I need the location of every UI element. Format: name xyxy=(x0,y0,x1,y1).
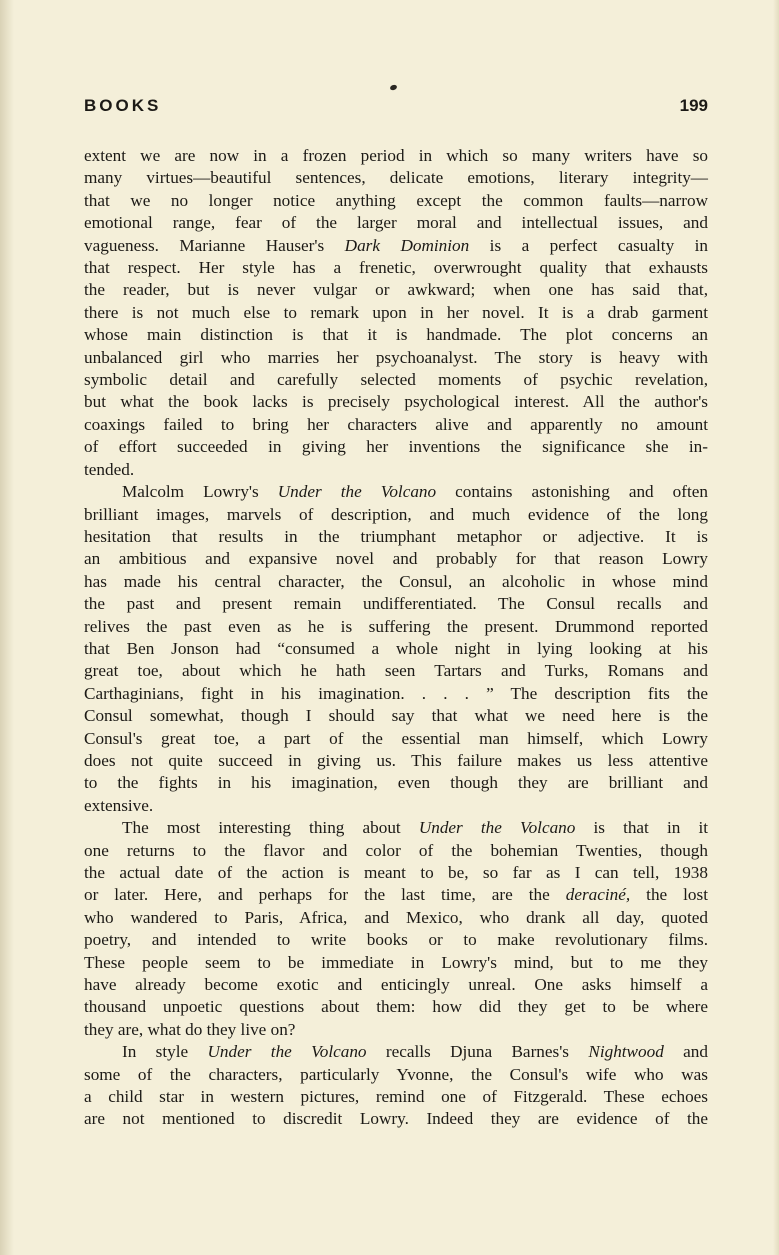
text-line xyxy=(84,862,708,884)
italic-title: deraciné, xyxy=(565,885,631,905)
text-line xyxy=(84,414,708,436)
text-line xyxy=(84,750,708,772)
text-run: emotional range, fear of the larger moral and intellectual issues, and xyxy=(84,213,708,233)
text-run: that Ben Jonson had “consumed a whole night in lying looking at his xyxy=(84,638,708,658)
text-run: Consul's great toe, a part of the essential man himself, which Lowry xyxy=(84,728,708,748)
text-run: the past and present remain undifferentiated. The Consul recalls and xyxy=(84,594,708,614)
text-run: symbolic detail and carefully selected moments of psychic revelation, xyxy=(84,370,708,390)
text-run: brilliant images, marvels of description, and much evidence of the long xyxy=(84,504,708,524)
text-run: to the fights in his imagination, even though they are brilliant and xyxy=(84,773,708,793)
text-line xyxy=(84,616,708,638)
text-run: has made his central character, the Consul, an alcoholic in whose mind xyxy=(84,571,708,591)
article-body xyxy=(84,145,708,1131)
text-run: the reader, but is never vulgar or awkward; when one has said that, xyxy=(84,280,708,300)
text-run: the actual date of the action is meant to be, so far as I can tell, 1938 xyxy=(84,863,708,882)
text-line xyxy=(84,145,708,167)
text-run: or later. Here, and perhaps for the last time, are the xyxy=(84,885,566,905)
text-line xyxy=(84,795,708,817)
text-line xyxy=(84,212,708,234)
text-line xyxy=(84,167,708,189)
text-line xyxy=(84,929,708,951)
text-line xyxy=(84,907,708,929)
text-line xyxy=(84,302,708,324)
text-run: In style xyxy=(122,1042,208,1062)
text-run: some of the characters, particularly Yvonne, the Consul's wife who was xyxy=(84,1064,708,1084)
text-run: who wandered to Paris, Africa, and Mexico, who drank all day, quoted xyxy=(84,907,708,927)
text-line xyxy=(84,1108,708,1130)
text-line xyxy=(84,884,708,906)
text-line xyxy=(84,1064,708,1086)
text-line xyxy=(84,1041,708,1063)
text-line xyxy=(84,436,708,458)
text-run: recalls Djuna Barnes's xyxy=(366,1042,589,1062)
text-line xyxy=(84,638,708,660)
section-title: BOOKS xyxy=(84,96,162,115)
text-run: unbalanced girl who marries her psychoanalyst. The story is heavy with xyxy=(84,347,708,367)
text-run: poetry, and intended to write books or to make revolutionary films. xyxy=(84,930,708,950)
paragraph xyxy=(84,481,708,817)
text-line xyxy=(84,817,708,839)
text-line xyxy=(84,369,708,391)
text-run: hesitation that results in the triumphant metaphor or adjective. It is xyxy=(84,526,708,546)
text-line xyxy=(84,481,708,503)
text-line xyxy=(84,279,708,301)
text-line xyxy=(84,952,708,974)
text-line xyxy=(84,996,708,1018)
text-run: Malcolm Lowry's xyxy=(122,482,278,502)
paragraph xyxy=(84,145,708,481)
text-run: there is not much else to remark upon in her novel. It is a drab garment xyxy=(84,302,708,322)
text-run: These people seem to be immediate in Lowry's mind, but to me they xyxy=(84,952,708,972)
italic-title: Dark Dominion xyxy=(344,235,470,255)
text-line xyxy=(84,324,708,346)
text-line xyxy=(84,504,708,526)
text-line xyxy=(84,526,708,548)
text-run: are not mentioned to discredit Lowry. Indeed they are evidence of the xyxy=(84,1109,708,1129)
text-run: relives the past even as he is suffering the present. Drummond reported xyxy=(84,616,708,636)
text-line xyxy=(84,190,708,212)
paragraph xyxy=(84,817,708,1041)
text-run: that we no longer notice anything except the common faults—narrow xyxy=(84,190,708,210)
text-run: the lost xyxy=(630,885,708,905)
text-run: extensive. xyxy=(84,795,154,815)
text-run: and xyxy=(663,1042,708,1062)
text-line xyxy=(84,728,708,750)
text-run: vagueness. Marianne Hauser's xyxy=(84,235,345,255)
running-head xyxy=(84,96,708,116)
text-line xyxy=(84,1019,708,1041)
italic-title: Under the Volcano xyxy=(418,818,576,838)
text-run: is that in it xyxy=(575,818,708,838)
text-line xyxy=(84,660,708,682)
text-run: have already become exotic and enticingly unreal. One asks himself a xyxy=(84,975,708,995)
page-edge xyxy=(773,0,779,1255)
text-run: whose main distinction is that it is handmade. The plot concerns an xyxy=(84,325,708,345)
text-run: Carthaginians, fight in his imagination. . . . ” The description fits the xyxy=(84,683,708,703)
text-run: The most interesting thing about xyxy=(122,818,419,838)
text-line xyxy=(84,571,708,593)
text-line xyxy=(84,705,708,727)
text-line xyxy=(84,391,708,413)
ink-mark xyxy=(389,84,397,91)
page-gutter-shadow xyxy=(0,0,14,1255)
text-line xyxy=(84,593,708,615)
text-line xyxy=(84,772,708,794)
text-line xyxy=(84,840,708,862)
text-run: contains astonishing and often xyxy=(436,482,708,502)
text-run: a child star in western pictures, remind one of Fitzgerald. These echoes xyxy=(84,1087,708,1107)
text-run: thousand unpoetic questions about them: how did they get to be where xyxy=(84,997,708,1017)
italic-title: Nightwood xyxy=(588,1042,664,1062)
italic-title: Under the Volcano xyxy=(207,1042,367,1062)
text-line xyxy=(84,548,708,570)
text-run: but what the book lacks is precisely psychological interest. All the author's xyxy=(84,392,708,412)
italic-title: Under the Volcano xyxy=(277,482,437,502)
text-run: is a perfect casualty in xyxy=(469,235,708,255)
text-run: great toe, about which he hath seen Tartars and Turks, Romans and xyxy=(84,661,708,681)
text-run: that respect. Her style has a frenetic, overwrought quality that exhausts xyxy=(84,258,708,278)
text-run: many virtues—beautiful sentences, delicate emotions, literary integrity— xyxy=(84,168,708,188)
text-line xyxy=(84,459,708,481)
text-run: they are, what do they live on? xyxy=(84,1019,296,1039)
text-line xyxy=(84,347,708,369)
text-run: of effort succeeded in giving her inventions the significance she in- xyxy=(84,437,708,457)
text-run: an ambitious and expansive novel and probably for that reason Lowry xyxy=(84,549,708,569)
paragraph xyxy=(84,1041,708,1131)
text-run: Consul somewhat, though I should say that what we need here is the xyxy=(84,706,708,726)
text-run: does not quite succeed in giving us. This failure makes us less attentive xyxy=(84,750,708,770)
text-line xyxy=(84,974,708,996)
page-number: 199 xyxy=(679,96,708,115)
text-run: one returns to the flavor and color of the bohemian Twenties, though xyxy=(84,840,708,860)
text-run: extent we are now in a frozen period in which so many writers have so xyxy=(84,146,708,165)
text-line xyxy=(84,683,708,705)
text-line xyxy=(84,235,708,257)
text-run: tended. xyxy=(84,459,135,479)
text-line xyxy=(84,1086,708,1108)
text-run: coaxings failed to bring her characters alive and apparently no amount xyxy=(84,414,708,434)
text-line xyxy=(84,257,708,279)
